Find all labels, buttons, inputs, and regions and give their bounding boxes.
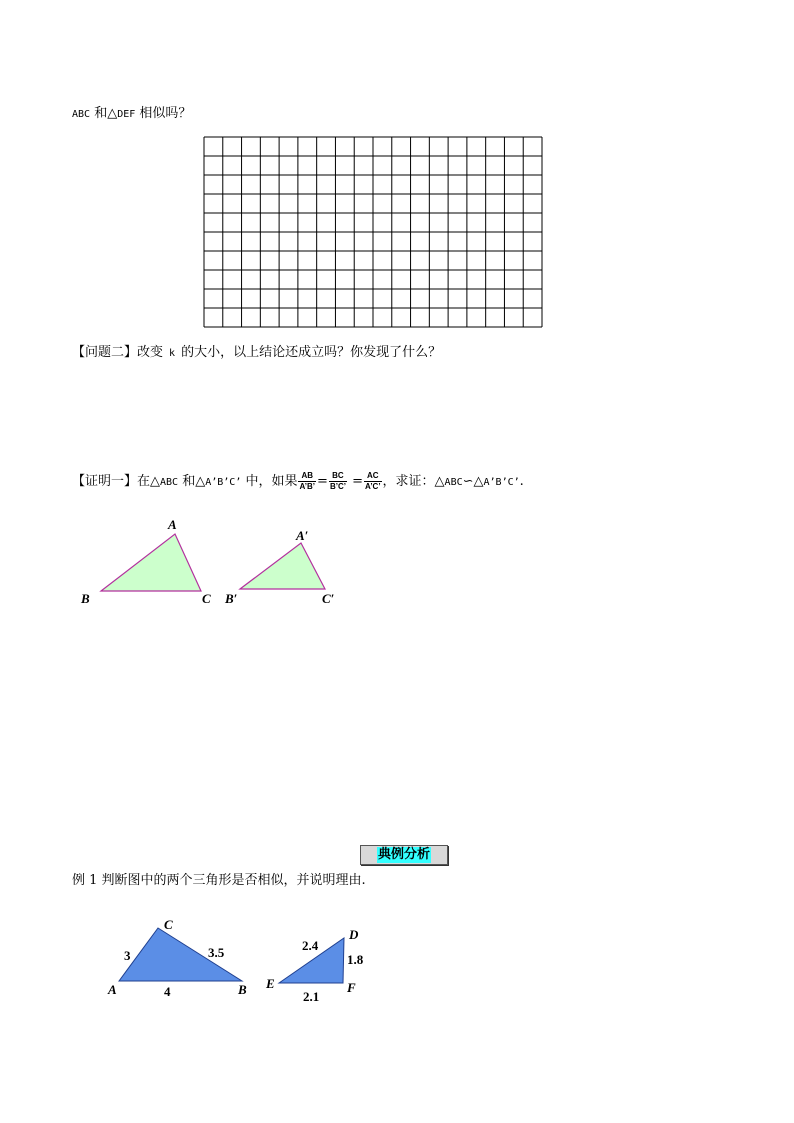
proof-1-end: . bbox=[519, 474, 524, 489]
vertex-b-example: B bbox=[238, 982, 247, 997]
side-bc-length: 3.5 bbox=[208, 945, 225, 960]
side-ab-length: 4 bbox=[164, 984, 171, 999]
proof-1: 【证明一】在△ABC 和△A’B’C’ 中，如果 $\frac{AB}{A’B’}$ = $\frac{BC}{B’C’}$ = $\frac{AC}{A’C’}$ ，求证：△ABC∽△A’B’C’. bbox=[72, 471, 524, 491]
vertex-b: B bbox=[81, 591, 90, 606]
figure-similar-triangles bbox=[70, 510, 360, 615]
triangle-abc bbox=[101, 534, 201, 591]
vertex-a-example: A bbox=[108, 982, 117, 997]
proof-1-prove-abc-prime: A’B’C’ bbox=[483, 477, 520, 488]
question-1-and: 和△ bbox=[90, 106, 118, 121]
square-grid bbox=[203, 136, 543, 328]
example-1 bbox=[72, 873, 366, 889]
question-1-suffix: 相似吗？ bbox=[135, 106, 192, 121]
vertex-c-example: C bbox=[164, 917, 173, 932]
question-2-label: 【问题二】改变 bbox=[72, 345, 164, 360]
proof-1-and: 和△ bbox=[178, 474, 206, 489]
vertex-a: A bbox=[168, 517, 177, 532]
side-ef-length: 2.1 bbox=[303, 989, 320, 1004]
vertex-e: E bbox=[266, 976, 275, 991]
side-ac-length: 3 bbox=[124, 948, 131, 963]
question-1-triangle-def: DEF bbox=[117, 109, 136, 120]
section-badge-label: 典例分析 bbox=[377, 847, 430, 862]
proof-1-prove-triangle: △ bbox=[473, 474, 484, 489]
vertex-d: D bbox=[349, 927, 359, 942]
question-2-rest: 的大小，以上结论还成立吗？你发现了什么？ bbox=[181, 345, 442, 360]
vertex-a-prime: A′ bbox=[296, 528, 309, 543]
section-badge bbox=[360, 845, 448, 865]
question-2 bbox=[72, 345, 441, 362]
vertex-f: F bbox=[347, 980, 356, 995]
triangle-abc-prime bbox=[240, 543, 325, 589]
vertex-c: C bbox=[202, 591, 211, 606]
proof-1-prove-abc: ABC bbox=[444, 477, 463, 488]
ratio-ac: $\frac{AC}{A’C’}$ bbox=[364, 471, 381, 491]
proof-1-prove-prefix: ，求证：△ bbox=[382, 474, 445, 489]
vertex-c-prime: C′ bbox=[322, 591, 335, 606]
side-df-length: 1.8 bbox=[347, 952, 364, 967]
ratio-ab: $\frac{AB}{A’B’}$ bbox=[299, 471, 316, 491]
question-1 bbox=[72, 106, 191, 123]
ratio-bc: $\frac{BC}{B’C’}$ bbox=[329, 471, 346, 491]
question-2-k: k bbox=[163, 348, 182, 359]
example-1-text: 判断图中的两个三角形是否相似，并说明理由. bbox=[97, 873, 366, 888]
side-ed-length: 2.4 bbox=[302, 938, 319, 953]
question-1-triangle-abc: ABC bbox=[72, 109, 91, 120]
similar-symbol: ∽ bbox=[462, 474, 474, 489]
figure-example-triangles bbox=[100, 912, 390, 1007]
proof-1-label: 【证明一】在△ bbox=[72, 474, 160, 489]
proof-1-mid: 中，如果 bbox=[241, 474, 298, 489]
example-1-label: 例 1 bbox=[72, 873, 98, 888]
vertex-b-prime: B′ bbox=[225, 591, 238, 606]
proof-1-abc: ABC bbox=[160, 477, 179, 488]
proof-1-abc-prime: A’B’C’ bbox=[205, 477, 242, 488]
